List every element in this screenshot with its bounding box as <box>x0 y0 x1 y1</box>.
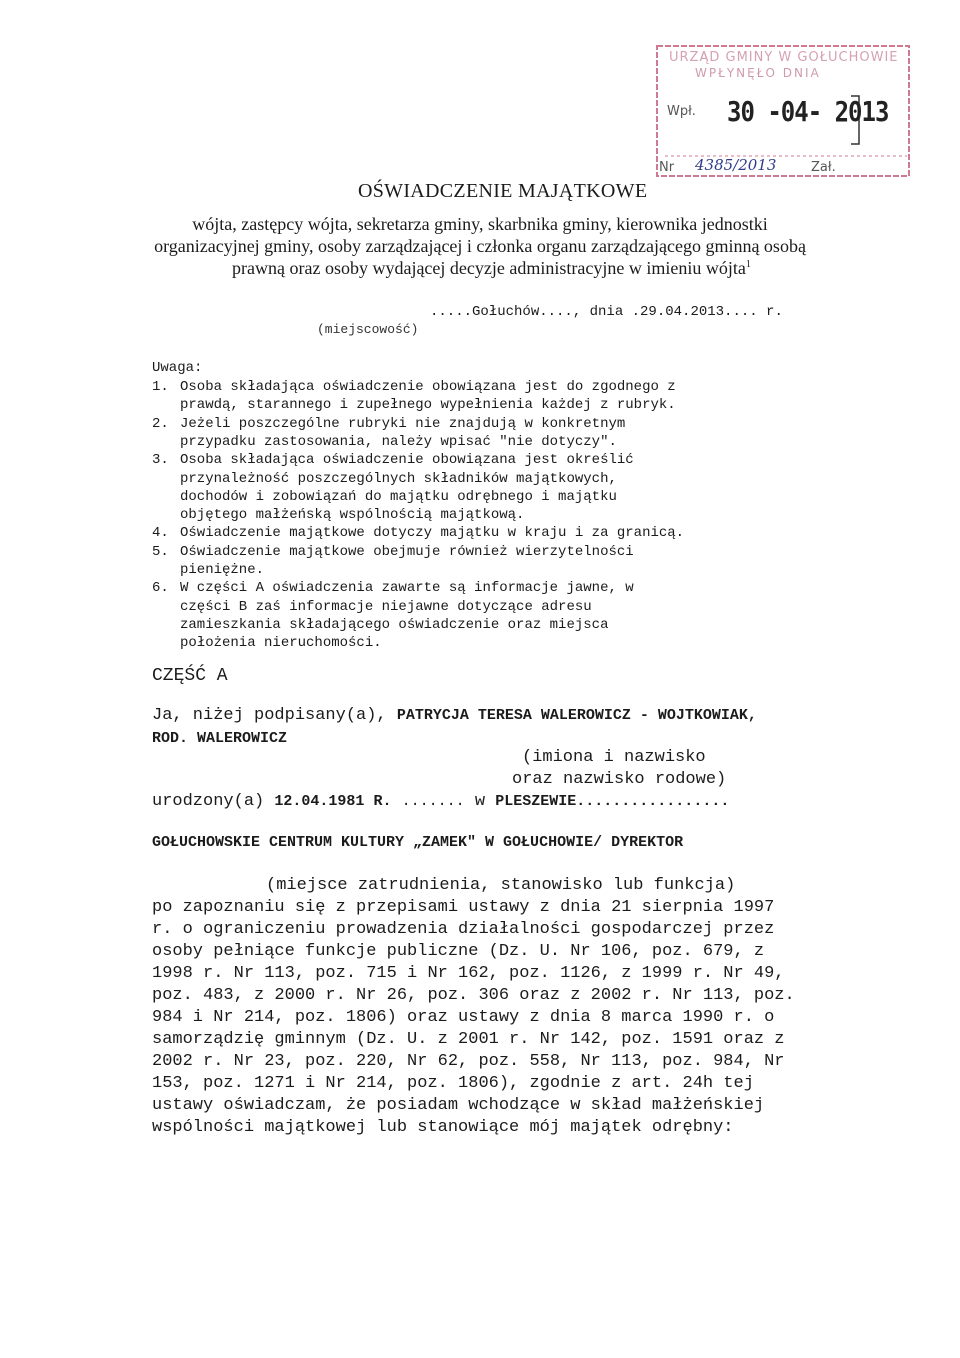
stamp-zal-label: Zał. <box>811 160 836 175</box>
subtitle-line-3-wrap <box>232 258 751 279</box>
declarant-prefix: Ja, niżej podpisany(a), <box>152 706 387 725</box>
stamp-date: 30 -04- 2013 <box>727 95 889 129</box>
note-line: części B zaś informacje niejawne dotyczące adresu <box>180 599 592 615</box>
note-line: objętego małżeńską wspólnością majątkową. <box>180 507 525 523</box>
statement-line: poz. 483, z 2000 r. Nr 26, poz. 306 oraz z 2002 r. Nr 113, poz. <box>152 986 795 1005</box>
born-in: w <box>474 792 486 811</box>
footnote-mark: 1 <box>745 259 751 270</box>
statement-line: 2002 r. Nr 23, poz. 220, Nr 62, poz. 558, Nr 113, poz. 984, Nr <box>152 1052 785 1071</box>
registry-stamp <box>655 44 911 178</box>
born-prefix: urodzony(a) <box>152 792 265 811</box>
place-date-line: .....Gołuchów...., dnia .29.04.2013.... r. <box>430 304 783 320</box>
note-line: położenia nieruchomości. <box>180 635 382 651</box>
employer-caption: (miejsce zatrudnienia, stanowisko lub funkcja) <box>266 876 736 895</box>
stamp-nr-value: 4385/2013 <box>695 156 777 174</box>
note-line: Oświadczenie majątkowe obejmuje również wierzytelności <box>180 544 634 560</box>
note-line: przypadku zastosowania, należy wpisać "nie dotyczy". <box>180 434 617 450</box>
note-line: W części A oświadczenia zawarte są informacje jawne, w <box>180 580 634 596</box>
born-date: 12.04.1981 R. <box>274 793 392 810</box>
stamp-office-name: URZĄD GMINY W GOŁUCHOWIE <box>669 50 899 65</box>
name-caption-2: oraz nazwisko rodowe) <box>512 770 727 789</box>
note-number: 1. <box>152 379 169 395</box>
statement-line: 1998 r. Nr 113, poz. 715 i Nr 162, poz. 1126, z 1999 r. Nr 49, <box>152 964 785 983</box>
document-title: OŚWIADCZENIE MAJĄTKOWE <box>358 180 648 202</box>
declarant-line <box>152 706 757 725</box>
note-number: 3. <box>152 452 169 468</box>
stamp-received-label: WPŁYNĘŁO DNIA <box>695 66 821 80</box>
name-caption-1: (imiona i nazwisko <box>522 748 706 767</box>
note-line: Osoba składająca oświadczenie obowiązana jest określić <box>180 452 634 468</box>
statement-line: ustawy oświadczam, że posiadam wchodzące w skład małżeńskiej <box>152 1096 765 1115</box>
note-line: pieniężne. <box>180 562 265 578</box>
note-line: Osoba składająca oświadczenie obowiązana jest do zgodnego z <box>180 379 676 395</box>
statement-line: r. o ograniczeniu prowadzenia działalności gospodarczej przez <box>152 920 775 939</box>
subtitle-line-1: wójta, zastępcy wójta, sekretarza gminy, skarbnika gminy, kierownika jednostki <box>192 214 768 234</box>
born-dots: ....... <box>401 793 465 810</box>
note-line: zamieszkania składającego oświadczenie oraz miejsca <box>180 617 609 633</box>
subtitle-line-2: organizacyjnej gminy, osoby zarządzającej i członka organu zarządzającego gminną osobą <box>154 236 806 256</box>
note-number: 2. <box>152 416 169 432</box>
statement-line: wspólności majątkowej lub stanowiące mój majątek odrębny: <box>152 1118 734 1137</box>
note-line: Oświadczenie majątkowe dotyczy majątku w kraju i za granicą. <box>180 525 685 541</box>
note-number: 6. <box>152 580 169 596</box>
statement-line: 984 i Nr 214, poz. 1806) oraz ustawy z dnia 8 marca 1990 r. o <box>152 1008 775 1027</box>
statement-line: 153, poz. 1271 i Nr 214, poz. 1806), zgodnie z art. 24h tej <box>152 1074 754 1093</box>
note-line: przynależność poszczególnych składników majątkowych, <box>180 471 617 487</box>
subtitle-line-3: prawną oraz osoby wydającej decyzje administracyjne w imieniu wójta <box>232 258 746 278</box>
statement-line: samorządzię gminnym (Dz. U. z 2001 r. Nr 142, poz. 1591 oraz z <box>152 1030 785 1049</box>
stamp-wpl-label: Wpł. <box>667 104 696 119</box>
section-a-heading: CZĘŚĆ A <box>152 666 228 686</box>
declarant-maiden-name: ROD. WALEROWICZ <box>152 730 288 747</box>
note-number: 5. <box>152 544 169 560</box>
birth-line <box>152 792 729 811</box>
notes-label: Uwaga: <box>152 360 203 376</box>
place-caption: (miejscowość) <box>317 322 419 337</box>
note-line: dochodów i zobowiązań do majątku odrębnego i majątku <box>180 489 617 505</box>
note-line: Jeżeli poszczególne rubryki nie znajdują w konkretnym <box>180 416 626 432</box>
employer: GOŁUCHOWSKIE CENTRUM KULTURY „ZAMEK" W GOŁUCHOWIE/ DYREKTOR <box>152 834 684 851</box>
declarant-name: PATRYCJA TERESA WALEROWICZ - WOJTKOWIAK, <box>396 707 757 724</box>
statement-line: po zapoznaniu się z przepisami ustawy z dnia 21 sierpnia 1997 <box>152 898 775 917</box>
statement-line: osoby pełniące funkcje publiczne (Dz. U. Nr 106, poz. 679, z <box>152 942 765 961</box>
born-place: PLESZEWIE................. <box>495 793 730 810</box>
note-number: 4. <box>152 525 169 541</box>
note-line: prawdą, starannego i zupełnego wypełnienia każdej z rubryk. <box>180 397 676 413</box>
stamp-nr-label: Nr <box>659 160 675 175</box>
